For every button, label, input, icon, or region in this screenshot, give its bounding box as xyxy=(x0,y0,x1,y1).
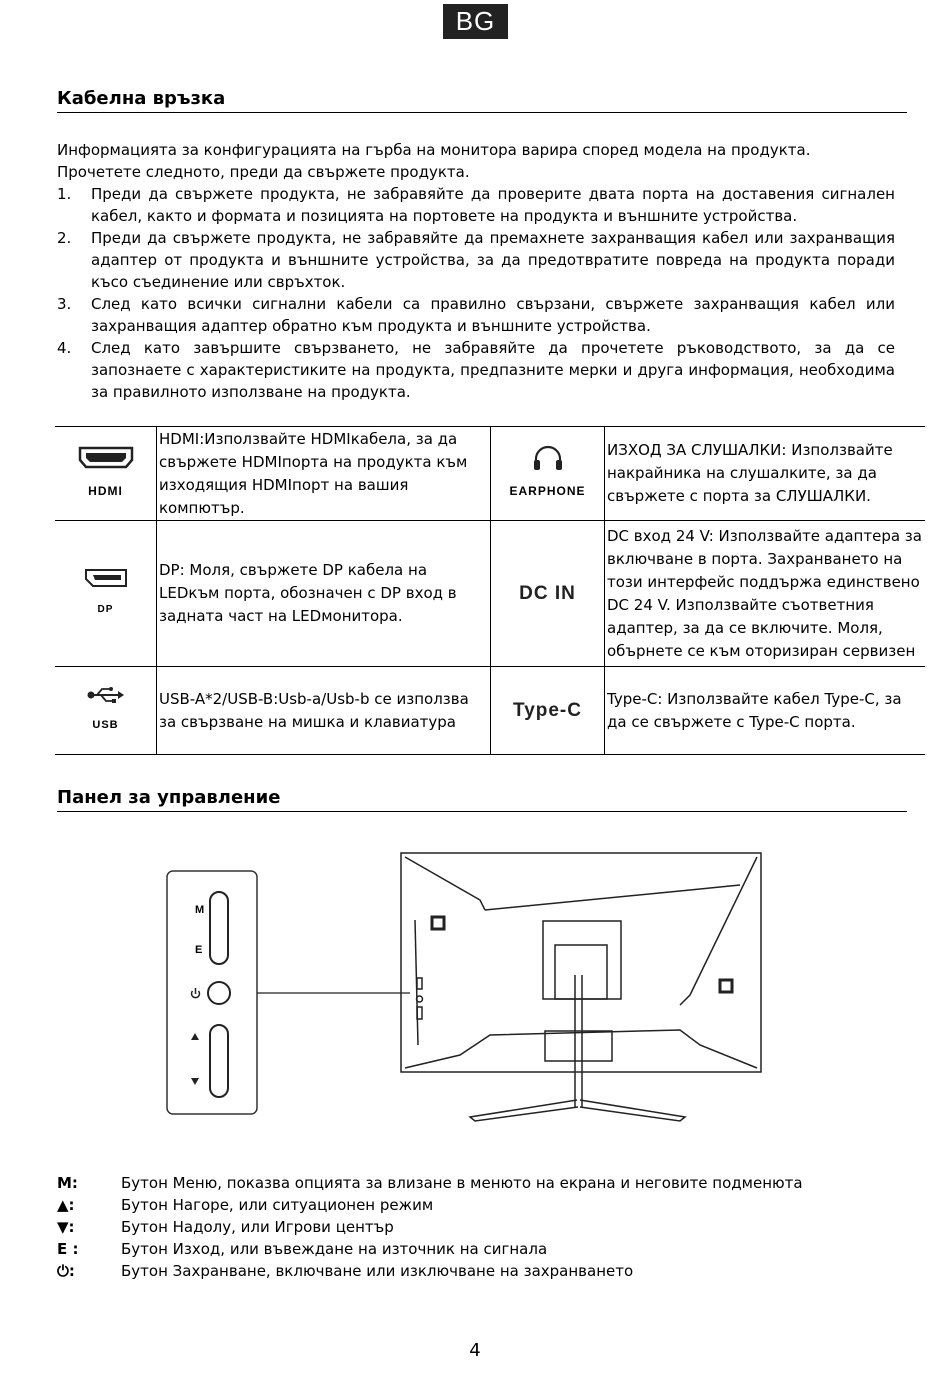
list-item xyxy=(57,1194,803,1216)
list-item xyxy=(57,293,895,337)
legend-text: Бутон Изход, или въвеждане на източник на сигнала xyxy=(121,1240,548,1258)
step-text: Преди да свържете продукта, не забравяйте да проверите двата порта на доставения сигнален кабел, както и формата и позицията на портовете на продукта и външните устройства. xyxy=(91,185,895,225)
list-item xyxy=(57,227,895,293)
legend-key: E : xyxy=(57,1240,79,1258)
panel-label-m: M xyxy=(195,904,205,916)
legend-key: ▲: xyxy=(57,1196,75,1214)
intro-line: Информацията за конфигурацията на гърба на монитора варира според модела на продукта. xyxy=(57,141,811,159)
displayport-icon xyxy=(83,567,129,589)
legend-text: Бутон Нагоре, или ситуационен режим xyxy=(121,1196,434,1214)
usb-icon xyxy=(86,685,126,705)
step-number: 3. xyxy=(57,295,72,313)
port-label-dp: DP xyxy=(97,603,114,615)
section-divider xyxy=(57,811,907,812)
step-number: 1. xyxy=(57,185,72,203)
list-item xyxy=(57,1260,803,1282)
hdmi-description: HDMI:Използвайте HDMIкабела, за да свържете HDMIпорта на продукта към изходящия HDMIпорт на вашия компютър. xyxy=(157,427,491,521)
step-text: След като завършите свързването, не забравяйте да прочетете ръководството, за да се запознаете с характеристиките на продукта, предпазните мерки и друга информация, необходима за правилното използване на продукта. xyxy=(91,339,895,401)
monitor-back-illustration xyxy=(401,853,761,1121)
list-item xyxy=(57,183,895,227)
step-text: Преди да свържете продукта, не забравяйте да премахнете захранващия кабел или захранващия адаптер от продукта и външните устройства, за да предотвратите повреда на продукта поради късо съединение или свръхток. xyxy=(91,229,895,291)
port-label-earphone: EARPHONE xyxy=(509,484,586,498)
table-row xyxy=(55,521,925,667)
ports-table xyxy=(55,426,925,755)
control-panel-diagram xyxy=(160,845,780,1130)
steps-list xyxy=(57,183,895,403)
port-label-usb: USB xyxy=(92,718,119,731)
legend-key: ▼: xyxy=(57,1218,75,1236)
dcin-description: DC вход 24 V: Използвайте адаптера за включване в порта. Захранването на този интерфейс поддържа единствено DC 24 V. Използвайте съответния адаптер, за да се включите. Моля, обърнете се към оторизиран сервизен xyxy=(605,521,926,667)
list-item xyxy=(57,337,895,403)
intro-line: Прочетете следното, преди да свържете продукта. xyxy=(57,163,470,181)
list-item xyxy=(57,1172,803,1194)
earphone-description: ИЗХОД ЗА СЛУШАЛКИ: Използвайте накрайника на слушалките, за да свържете с порта за СЛУШАЛКИ. xyxy=(605,427,926,521)
earphone-cell xyxy=(491,427,605,521)
table-row xyxy=(55,427,925,521)
step-number: 4. xyxy=(57,339,72,357)
port-label-hdmi: HDMI xyxy=(88,484,123,498)
legend-text: Бутон Меню, показва опцията за влизане в менюто на екрана и неговите подменюта xyxy=(121,1174,803,1192)
hdmi-port-icon xyxy=(76,444,136,472)
language-badge: BG xyxy=(443,4,508,39)
legend-key: ⏻: xyxy=(57,1262,75,1280)
button-legend xyxy=(57,1172,803,1282)
usb-description: USB-A*2/USB-B:Usb-a/Usb-b се използва за свързване на мишка и клавиатура xyxy=(157,667,491,755)
table-row xyxy=(55,667,925,755)
list-item xyxy=(57,1216,803,1238)
dcin-cell xyxy=(491,521,605,667)
headphones-icon xyxy=(532,444,564,472)
typec-description: Type-C: Използвайте кабел Type-C, за да се свържете с Type-C порта. xyxy=(605,667,926,755)
button-panel xyxy=(167,871,410,1114)
port-label-typec: Type-C xyxy=(513,699,582,721)
section-divider xyxy=(57,112,907,113)
section-title-cable: Кабелна връзка xyxy=(57,88,226,109)
usb-cell xyxy=(55,667,157,755)
panel-label-e: E xyxy=(195,944,203,956)
intro-text xyxy=(57,139,895,403)
legend-text: Бутон Надолу, или Игрови център xyxy=(121,1218,394,1236)
legend-text: Бутон Захранване, включване или изключване на захранването xyxy=(121,1262,634,1280)
dp-cell xyxy=(55,521,157,667)
legend-key: M: xyxy=(57,1174,78,1192)
list-item xyxy=(57,1238,803,1260)
hdmi-cell xyxy=(55,427,157,521)
typec-cell xyxy=(491,667,605,755)
port-label-dcin: DC IN xyxy=(519,582,576,604)
step-text: След като всички сигнални кабели са правилно свързани, свържете захранващия кабел или захранващия адаптер обратно към продукта и външните устройства. xyxy=(91,295,895,335)
dp-description: DP: Моля, свържете DP кабела на LEDкъм порта, обозначен с DP вход в задната част на LEDмонитора. xyxy=(157,521,491,667)
section-title-control-panel: Панел за управление xyxy=(57,787,281,808)
step-number: 2. xyxy=(57,229,72,247)
page-number: 4 xyxy=(469,1340,481,1361)
